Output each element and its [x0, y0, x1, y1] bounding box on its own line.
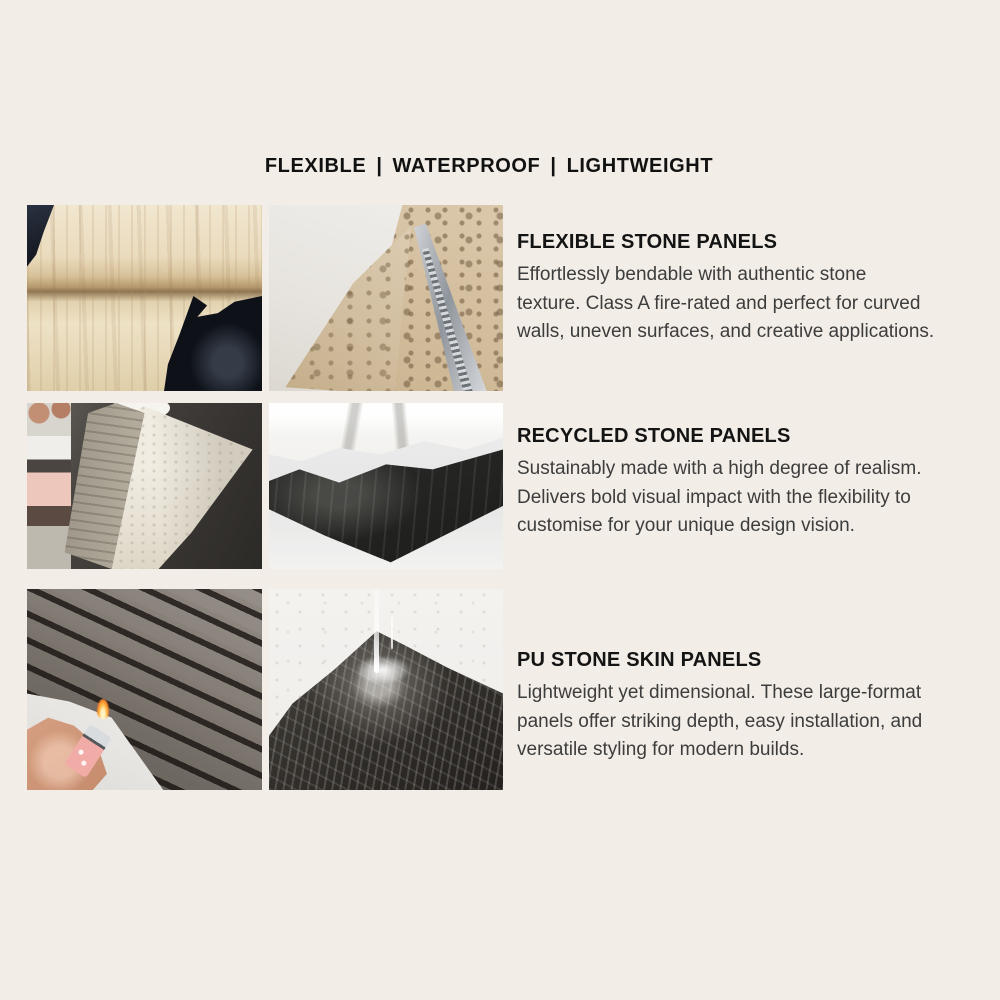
- body-line: panels offer striking depth, easy installation, and: [517, 710, 923, 732]
- body-line: versatile styling for modern builds.: [517, 739, 805, 760]
- body-line: Sustainably made with a high degree of realism.: [517, 458, 922, 479]
- section-recycled-stone-panels: [0, 403, 1000, 569]
- body-line: texture. Class A fire-rated and perfect for curved: [517, 292, 921, 314]
- pipe-separator: |: [550, 155, 557, 177]
- hand-fingers-shape: [27, 403, 87, 437]
- text-block-pu-skin: [517, 649, 972, 765]
- photo-bending-panel: [27, 403, 262, 569]
- photo-rock-on-slate: [269, 403, 503, 569]
- flame-shape: [97, 699, 109, 719]
- tagline-lightweight: LIGHTWEIGHT: [566, 155, 714, 177]
- photo-flame-test: [27, 589, 262, 790]
- body-line: Effortlessly bendable with authentic stone: [517, 264, 867, 285]
- section-title: FLEXIBLE STONE PANELS: [517, 231, 778, 253]
- water-drip-shape: [391, 617, 393, 649]
- text-block-recycled: [517, 425, 972, 541]
- tagline-flexible: FLEXIBLE: [264, 155, 367, 177]
- body-line: walls, uneven surfaces, and creative applications.: [517, 321, 935, 342]
- body-line: customise for your unique design vision.: [517, 515, 855, 536]
- body-line: Lightweight yet dimensional. These large-format: [517, 682, 922, 703]
- pipe-separator: |: [376, 155, 383, 177]
- section-pu-stone-skin-panels: [0, 589, 1000, 790]
- section-title: RECYCLED STONE PANELS: [517, 425, 791, 447]
- tagline-waterproof: WATERPROOF: [392, 155, 541, 177]
- photo-travertine-scissors: [269, 205, 503, 391]
- header-tagline: [0, 155, 978, 178]
- body-line: Delivers bold visual impact with the flexibility to: [517, 486, 911, 508]
- text-block-flexible: [517, 231, 972, 347]
- photo-travertine-roll: [27, 205, 262, 391]
- photo-water-test: [269, 589, 503, 790]
- section-flexible-stone-panels: [0, 205, 1000, 391]
- section-title: PU STONE SKIN PANELS: [517, 649, 762, 671]
- black-stone-skin-shape: [269, 589, 503, 790]
